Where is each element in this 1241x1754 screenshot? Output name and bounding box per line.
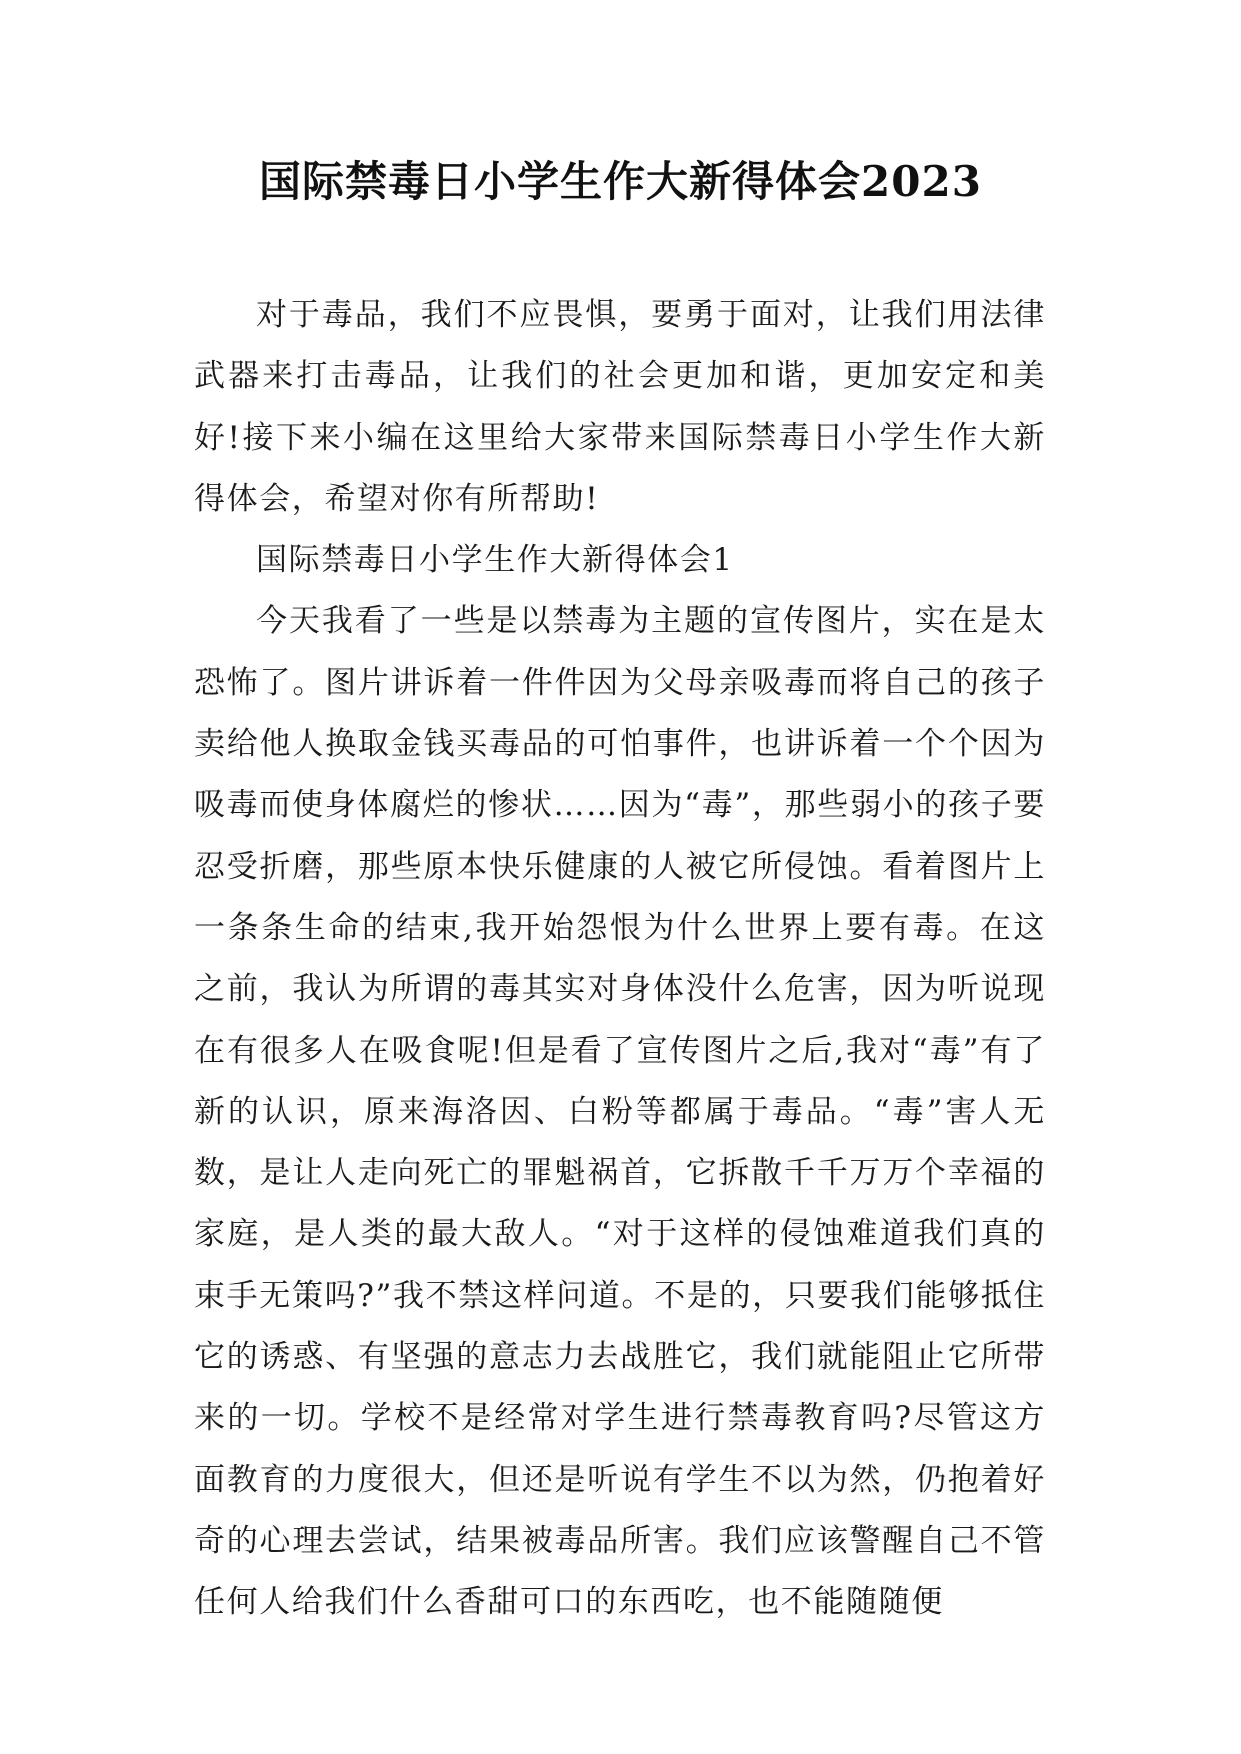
document-title: 国际禁毒日小学生作大新得体会2023 bbox=[259, 157, 982, 206]
section-heading: 国际禁毒日小学生作大新得体会1 bbox=[256, 542, 734, 579]
intro-paragraph: 对于毒品，我们不应畏惧，要勇于面对，让我们用法律武器来打击毒品，让我们的社会更加和谐，更加安定和美好!接下来小编在这里给大家带来国际禁毒日小学生作大新得体会，希望对你有所帮助! bbox=[194, 297, 1046, 517]
document-body bbox=[194, 285, 1046, 1634]
body-paragraph: 今天我看了一些是以禁毒为主题的宣传图片，实在是太恐怖了。图片讲诉着一件件因为父母亲吸毒而将自己的孩子卖给他人换取金钱买毒品的可怕事件，也讲诉着一个个因为吸毒而使身体腐烂的惨状……因为“毒”，那些弱小的孩子要忍受折磨，那些原本快乐健康的人被它所侵蚀。看着图片上一条条生命的结束,我开始怨恨为什么世界上要有毒。在这之前，我认为所谓的毒其实对身体没什么危害，因为听说现在有很多人在吸食呢!但是看了宣传图片之后,我对“毒”有了新的认识，原来海洛因、白粉等都属于毒品。“毒”害人无数，是让人走向死亡的罪魁祸首，它拆散千千万万个幸福的家庭，是人类的最大敌人。“对于这样的侵蚀难道我们真的束手无策吗?”我不禁这样问道。不是的，只要我们能够抵住它的诱惑、有坚强的意志力去战胜它，我们就能阻止它所带来的一切。学校不是经常对学生进行禁毒教育吗?尽管这方面教育的力度很大，但还是听说有学生不以为然，仍抱着好奇的心理去尝试，结果被毒品所害。我们应该警醒自己不管任何人给我们什么香甜可口的东西吃，也不能随随便 bbox=[194, 603, 1046, 1621]
